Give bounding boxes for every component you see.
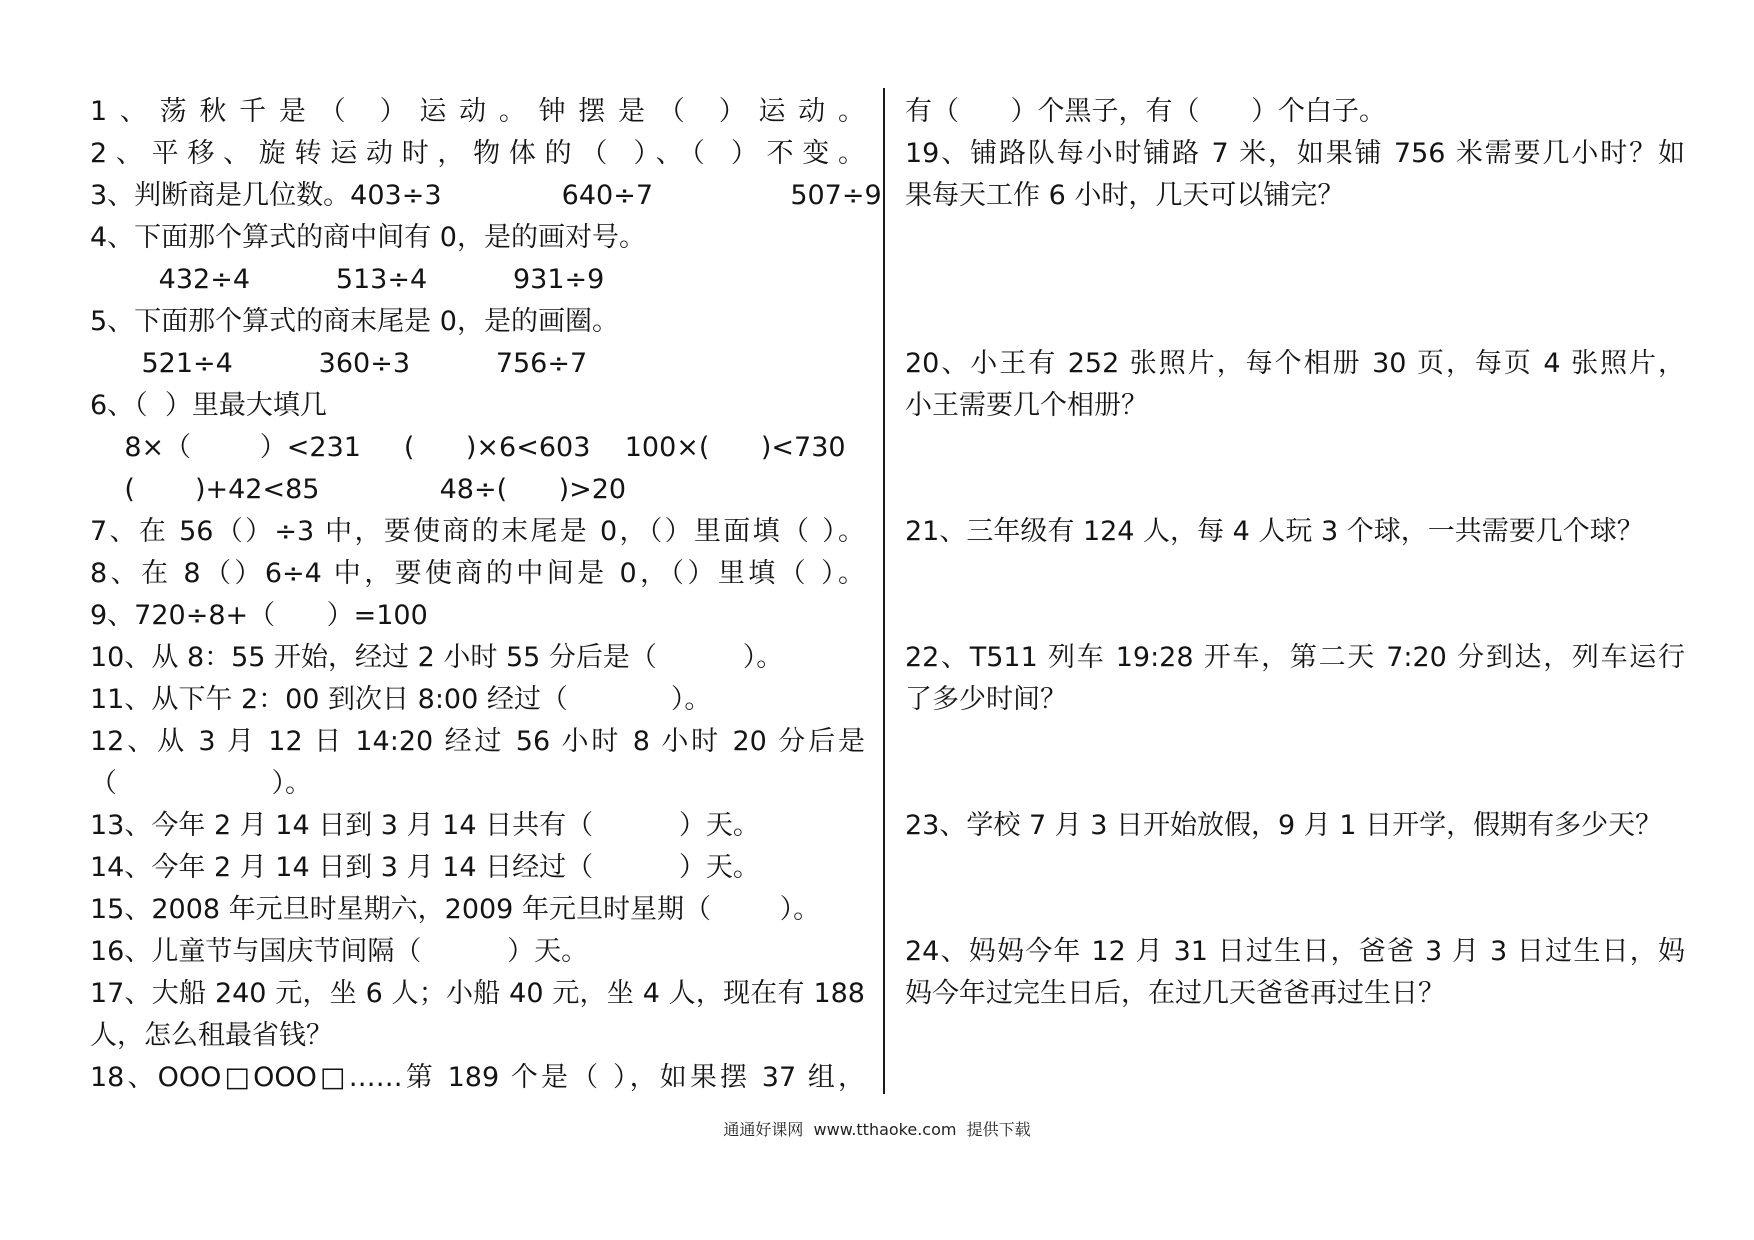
question-6-row-1: 8×（ ）<231 ( )×6<603 100×( )<730 [90,432,846,463]
question-24: 24、妈妈今年 12 月 31 日过生日，爸爸 3 月 3 日过生日，妈 [905,936,1685,967]
question-9: 9、720÷8+（ ）=100 [90,600,428,631]
question-7: 7、在 56（）÷3 中，要使商的末尾是 0，（）里面填（ ）。 [90,516,865,547]
question-14: 14、今年 2 月 14 日到 3 月 14 日经过（ ）天。 [90,852,760,883]
question-15: 15、2008 年元旦时星期六，2009 年元旦时星期（ ）。 [90,894,821,925]
question-12: 12、从 3 月 12 日 14:20 经过 56 小时 8 小时 20 分后是 [90,726,865,757]
question-16: 16、儿童节与国庆节间隔（ ）天。 [90,936,589,967]
question-1: 1、荡秋千是（ ）运动。钟摆是（ ）运动。 [90,96,865,127]
question-18: 18、OOO□OOO□……第 189 个是（ ），如果摆 37 组， [90,1062,865,1093]
question-6: 6、（ ）里最大填几 [90,390,327,421]
question-17: 17、大船 240 元，坐 6 人；小船 40 元，坐 4 人，现在有 188 [90,978,865,1009]
question-2: 2、平移、旋转运动时，物体的（ ）、（ ）不变。 [90,138,865,169]
question-24-cont: 妈今年过完生日后，在过几天爸爸再过生日？ [905,978,1445,1009]
question-6-row-2: ( )+42<85 48÷( )>20 [90,474,627,505]
question-19-cont: 果每天工作 6 小时，几天可以铺完？ [905,180,1345,211]
question-20: 20、小王有 252 张照片，每个相册 30 页，每页 4 张照片， [905,348,1685,379]
question-5-options: 521÷4 360÷3 756÷7 [90,348,588,379]
question-19: 19、铺路队每小时铺路 7 米，如果铺 756 米需要几小时？如 [905,138,1685,169]
question-22-cont: 了多少时间？ [905,684,1067,715]
question-8: 8、在 8（）6÷4 中，要使商的中间是 0，（）里填（ ）。 [90,558,865,589]
question-4: 4、下面那个算式的商中间有 0，是的画对号。 [90,222,646,253]
question-12-cont: （ ）。 [90,768,312,799]
question-23: 23、学校 7 月 3 日开始放假，9 月 1 日开学，假期有多少天？ [905,810,1663,841]
question-20-cont: 小王需要几个相册？ [905,390,1148,421]
column-divider [883,88,885,1094]
question-11: 11、从下午 2：00 到次日 8:00 经过（ ）。 [90,684,712,715]
question-5: 5、下面那个算式的商末尾是 0，是的画圈。 [90,306,619,337]
question-22: 22、T511 列车 19:28 开车，第二天 7:20 分到达，列车运行 [905,642,1685,673]
question-13: 13、今年 2 月 14 日到 3 月 14 日共有（ ）天。 [90,810,760,841]
question-4-options: 432÷4 513÷4 931÷9 [90,264,605,295]
question-10: 10、从 8：55 开始，经过 2 小时 55 分后是（ ）。 [90,642,784,673]
question-21: 21、三年级有 124 人，每 4 人玩 3 个球，一共需要几个球？ [905,516,1644,547]
question-17-cont: 人，怎么租最省钱？ [90,1020,333,1051]
question-3: 3、判断商是几位数。403÷3 640÷7 507÷9 [90,180,882,211]
footer-source-text: 通通好课网 www.tthaoke.com 提供下载 [723,1120,1031,1139]
question-18-cont: 有（ ）个黑子，有（ ）个白子。 [905,96,1386,127]
